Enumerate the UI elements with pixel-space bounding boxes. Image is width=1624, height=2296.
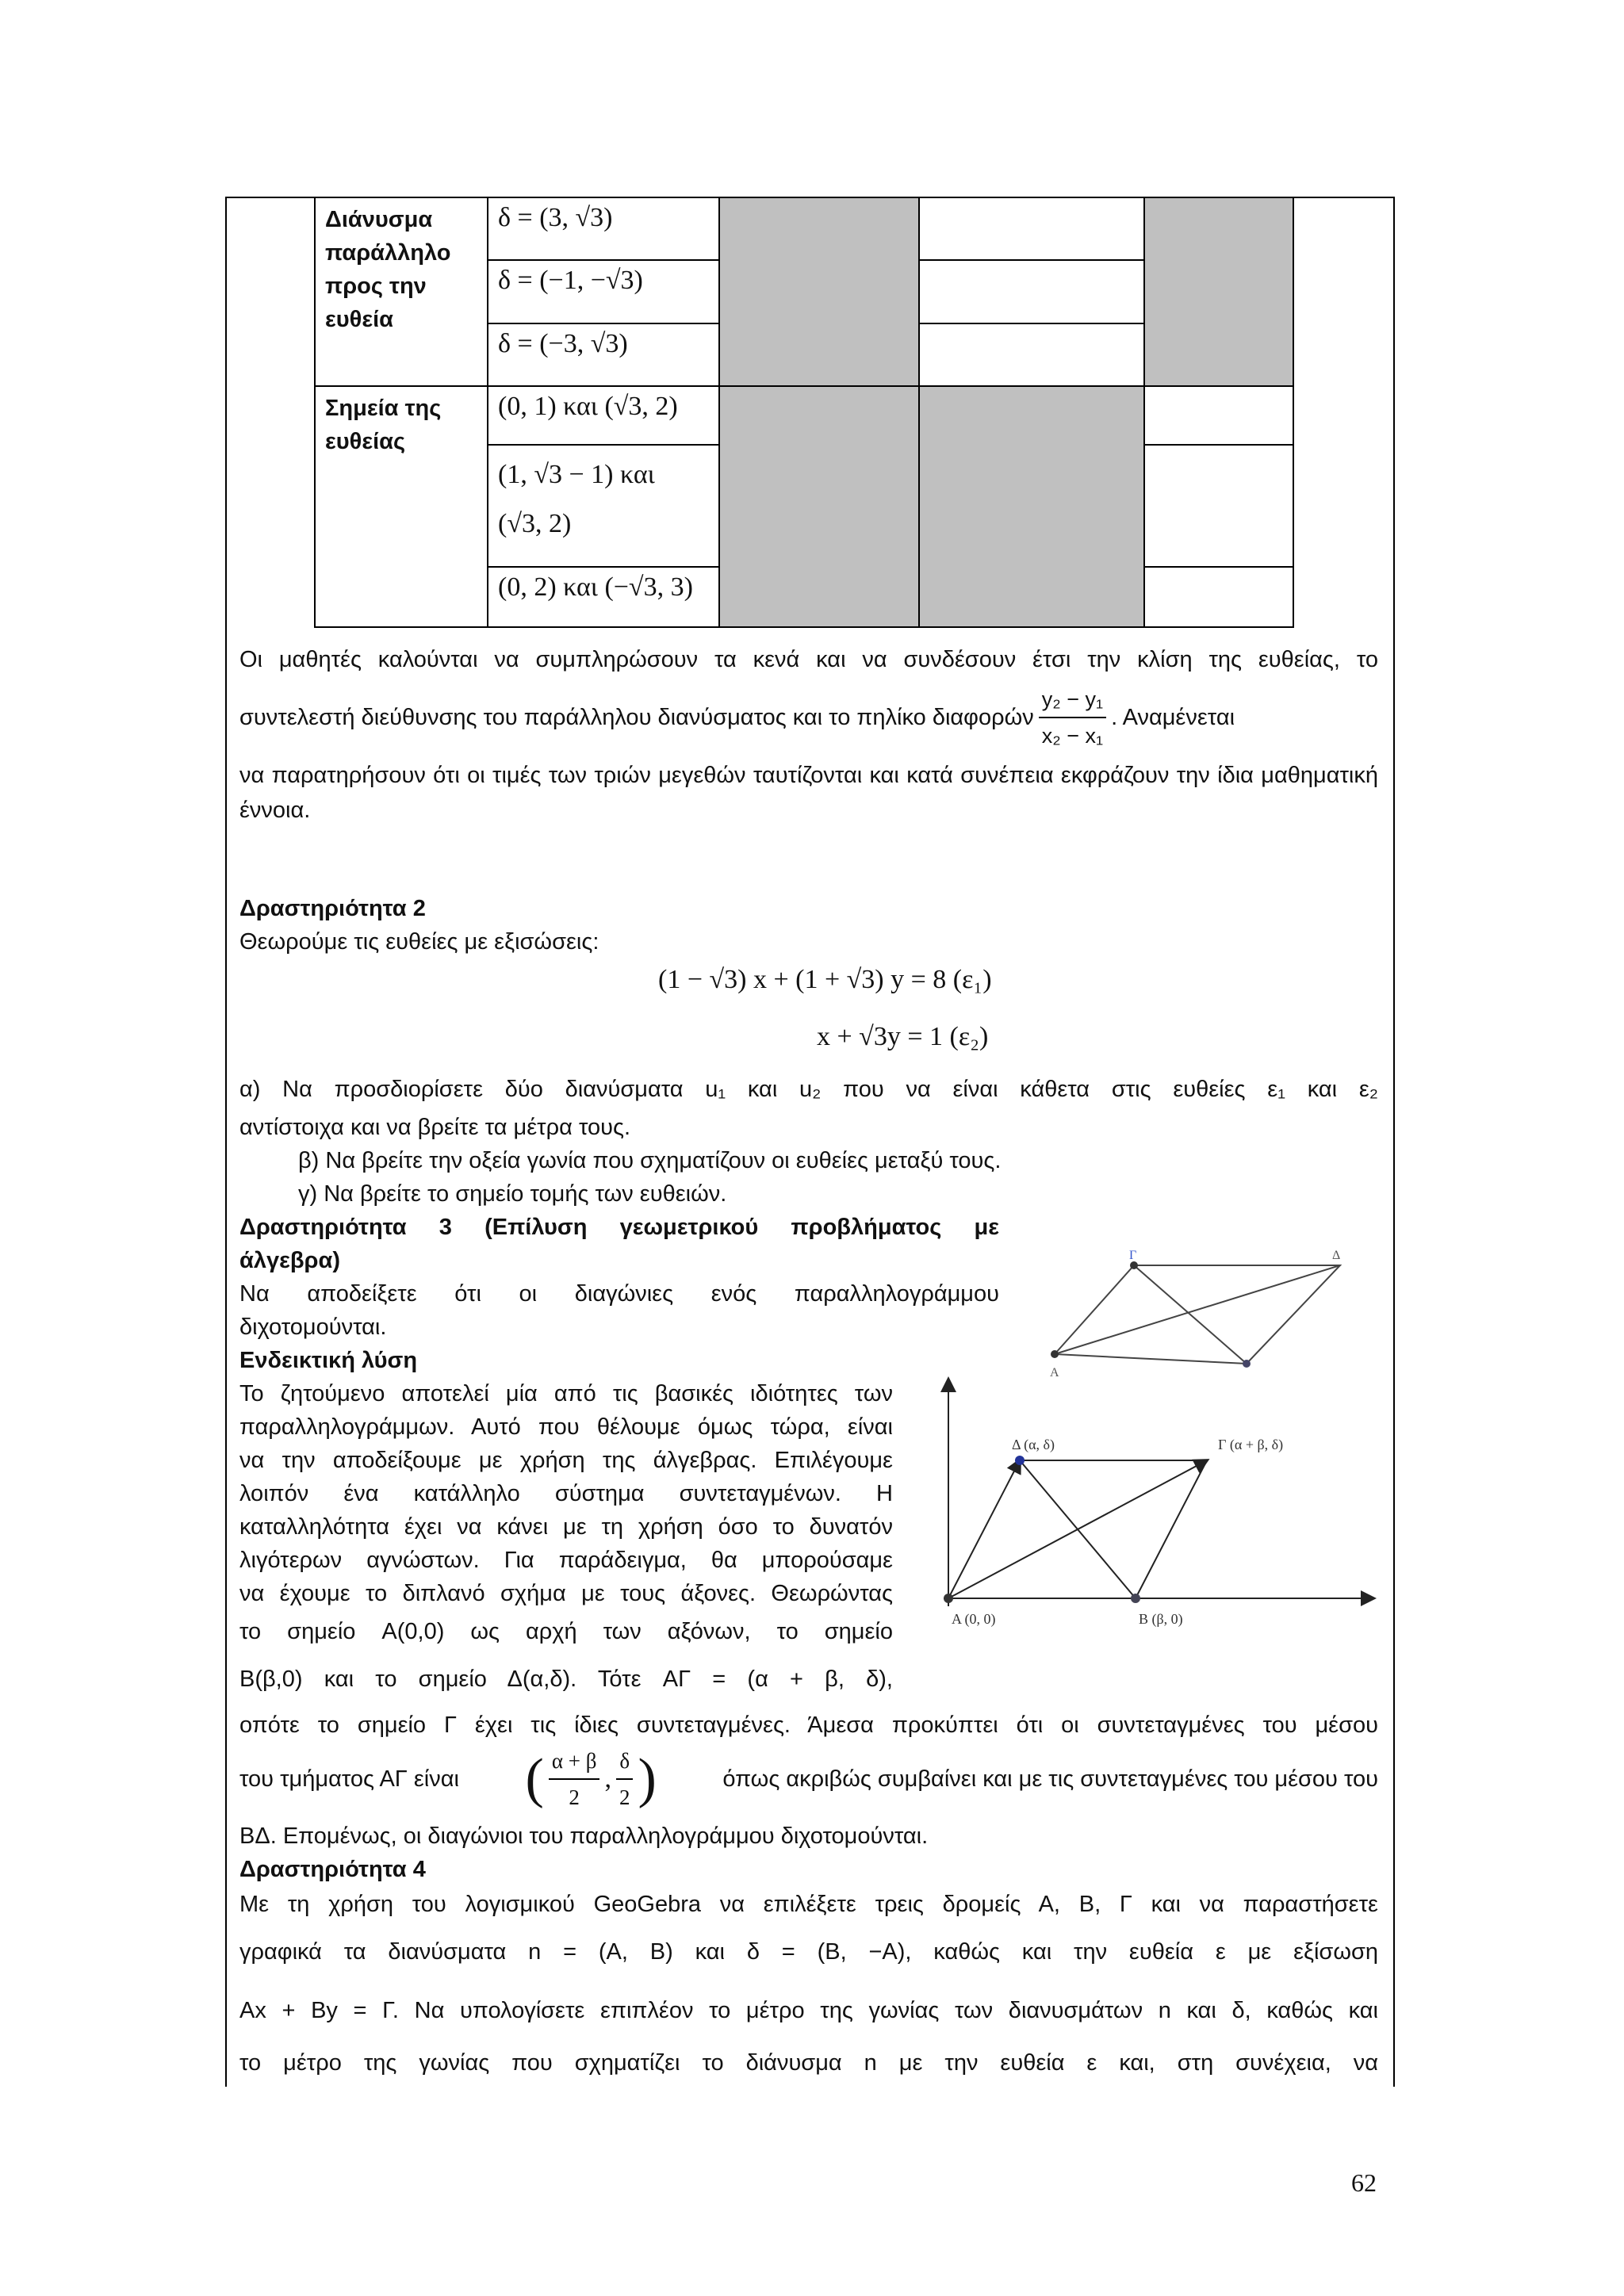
act4-line: γραφικά τα διανύσματα n = (A, B) και δ = (B, −A), καθώς και την ευθεία ε με εξίσωση	[239, 1939, 1378, 1965]
empty-cell	[1144, 445, 1293, 567]
act4-line: Ax + By = Γ. Να υπολογίσετε επιπλέον το μέτρο της γωνίας των διανυσμάτων n και δ, καθώς και	[239, 1998, 1378, 2023]
act3-solution-title: Ενδεικτική λύση	[239, 1348, 418, 1373]
empty-cell	[919, 197, 1144, 260]
empty-cell	[919, 323, 1144, 386]
empty-cell	[1144, 567, 1293, 627]
act3-solution-line: να έχουμε το διπλανό σχήμα με τους άξονες. Θεωρώντας	[239, 1581, 893, 1606]
act4-line: Με τη χρήση του λογισμικού GeoGebra να επιλέξετε τρεις δρομείς Α, Β, Γ και να παραστήσετε	[239, 1892, 1378, 1917]
row-label-points: Σημεία της ευθείας	[315, 386, 488, 627]
side-bg	[1136, 1460, 1207, 1598]
act3-conclusion: ΒΔ. Επομένως, οι διαγώνιοι του παραλληλογράμμου διχοτομούνται.	[239, 1823, 929, 1849]
midpoint-den-y: 2	[619, 1785, 630, 1809]
fig1-label-d: Δ	[1332, 1249, 1341, 1262]
frac-numerator: y₂ − y₁	[1039, 682, 1106, 718]
diagonal-db	[1020, 1460, 1136, 1598]
fig2-label-g: Γ (α + β, δ)	[1218, 1437, 1284, 1452]
act2-equation-1: (1 − √3) x + (1 + √3) y = 8 (ε₁)	[658, 965, 992, 994]
intro-line-1: Οι μαθητές καλούνται να συμπληρώσουν τα κενά και να συνδέσουν έτσι την κλίση της ευθείας, το	[239, 647, 1378, 672]
gray-cell	[719, 386, 919, 627]
vector-ad	[948, 1460, 1020, 1598]
act2-question-a: α) Να προσδιορίσετε δύο διανύσματα u₁ και u₂ που να είναι κάθετα στις ευθείες ε₁ και ε₂	[239, 1077, 1378, 1102]
gray-cell	[719, 197, 919, 386]
fig2-label-d: Δ (α, δ)	[1012, 1437, 1055, 1452]
midpoint-formula: ( $\frac{\alpha + \beta}{2}$ , $\frac{\delta}{2}$ )	[526, 1743, 657, 1815]
fig1-label-a: Α	[1050, 1366, 1059, 1380]
act2-question-c: γ) Να βρείτε το σημείο τομής των ευθειών.	[298, 1181, 727, 1207]
midpoint-suffix: όπως ακριβώς συμβαίνει και με τις συντεταγμένες του μέσου του	[722, 1766, 1378, 1792]
act2-title: Δραστηριότητα 2	[239, 896, 426, 921]
act3-title: Δραστηριότητα 3 (Επίλυση γεωμετρικού προβλήματος με	[239, 1215, 999, 1240]
midpoint-den-x: 2	[569, 1785, 580, 1809]
intro-line-2-suffix: . Αναμένεται	[1111, 705, 1235, 730]
page-number: 62	[1351, 2168, 1377, 2197]
act3-title-cont: άλγεβρα)	[239, 1248, 340, 1273]
parallelogram-outline	[1055, 1265, 1340, 1364]
act3-statement: Να αποδείξετε ότι οι διαγώνιες ενός παραλληλογράμμου	[239, 1281, 999, 1307]
points-cell-1: (0, 1) και (√3, 2)	[488, 386, 719, 445]
fig2-label-a: A (0, 0)	[952, 1611, 996, 1627]
act4-line: το μέτρο της γωνίας που σχηματίζει το διάνυσμα n με την ευθεία ε και, στη συνέχεια, να	[239, 2050, 1378, 2076]
points-cell-3: (0, 2) και (−√3, 3)	[488, 567, 719, 627]
act3-point-b-line: B(β,0) και το σημείο Δ(α,δ). Τότε AΓ = (α + β, δ),	[239, 1667, 893, 1692]
act3-solution-line: λιγότερων αγνώστων. Για παράδειγμα, θα μπορούσαμε	[239, 1548, 893, 1573]
point-b	[1131, 1594, 1140, 1603]
act2-intro: Θεωρούμε τις ευθείες με εξισώσεις:	[239, 929, 599, 955]
gray-cell	[919, 386, 1144, 627]
points-cell-2: (1, √3 − 1) και (√3, 2)	[488, 445, 719, 567]
empty-cell	[919, 260, 1144, 323]
point-a	[944, 1594, 953, 1603]
fig2-label-b: B (β, 0)	[1139, 1611, 1183, 1627]
intro-line-2	[239, 682, 1378, 753]
midpoint-num-y: δ	[616, 1743, 634, 1780]
parallelogram-figure	[1031, 1237, 1380, 1380]
act3-solution-line: καταλληλότητα έχει να κάνει με τη χρήση όσο το δυνατόν	[239, 1514, 893, 1540]
comparison-table	[314, 197, 1294, 628]
coordinate-figure	[912, 1372, 1380, 1657]
midpoint-prefix: του τμήματος ΑΓ είναι	[239, 1766, 459, 1792]
gray-cell	[1144, 197, 1293, 386]
intro-line-3: να παρατηρήσουν ότι οι τιμές των τριών μεγεθών ταυτίζονται και κατά συνέπεια εκφράζουν την ίδια μαθηματική έννοια.	[239, 763, 1378, 823]
point-d	[1015, 1456, 1025, 1465]
act3-coords-line: οπότε το σημείο Γ έχει τις ίδιες συντεταγμένες. Άμεσα προκύπτει ότι οι συντεταγμένες του μέσου	[239, 1712, 1378, 1738]
vector-cell-3: δ = (−3, √3)	[488, 323, 719, 386]
midpoint-num-x: α + β	[549, 1743, 600, 1780]
vertex-g	[1130, 1261, 1138, 1269]
vertex-b	[1243, 1360, 1251, 1368]
intro-line-2-text: συντελεστή διεύθυνσης του παράλληλου διανύσματος και το πηλίκο διαφορών	[239, 705, 1034, 730]
row-label-vector: Διάνυσμα παράλληλο προς την ευθεία	[315, 197, 488, 386]
act3-solution-line: να την αποδείξουμε με χρήση της άλγεβρας. Επιλέγουμε	[239, 1448, 893, 1473]
empty-cell	[1144, 386, 1293, 445]
act2-question-a-cont: αντίστοιχα και να βρείτε τα μέτρα τους.	[239, 1115, 631, 1140]
vector-cell-1: δ = (3, √3)	[488, 197, 719, 260]
act4-title: Δραστηριότητα 4	[239, 1857, 426, 1882]
act3-solution-line: Το ζητούμενο αποτελεί μία από τις βασικές ιδιότητες των	[239, 1381, 893, 1406]
diagonal-bd	[1134, 1265, 1247, 1364]
act3-point-a-line: το σημείο A(0,0) ως αρχή των αξόνων, το σημείο	[239, 1619, 893, 1644]
act3-statement-cont: διχοτομούνται.	[239, 1314, 387, 1340]
act3-solution-line: λοιπόν ένα κατάλληλο σύστημα συντεταγμένων. Η	[239, 1481, 893, 1506]
act2-equation-2: x + √3y = 1 (ε₂)	[817, 1022, 989, 1051]
vector-cell-2: δ = (−1, −√3)	[488, 260, 719, 323]
act3-midpoint-line	[239, 1743, 1378, 1816]
frac-denominator: x₂ − x₁	[1041, 724, 1104, 748]
act3-solution-line: παραλληλογράμμων. Αυτό που θέλουμε όμως τώρα, είναι	[239, 1414, 893, 1440]
difference-quotient	[1039, 682, 1106, 753]
act2-question-b: β) Να βρείτε την οξεία γωνία που σχηματίζουν οι ευθείες μεταξύ τους.	[298, 1148, 1002, 1173]
fig1-label-g: Γ	[1129, 1249, 1137, 1262]
vertex-a	[1051, 1350, 1059, 1358]
